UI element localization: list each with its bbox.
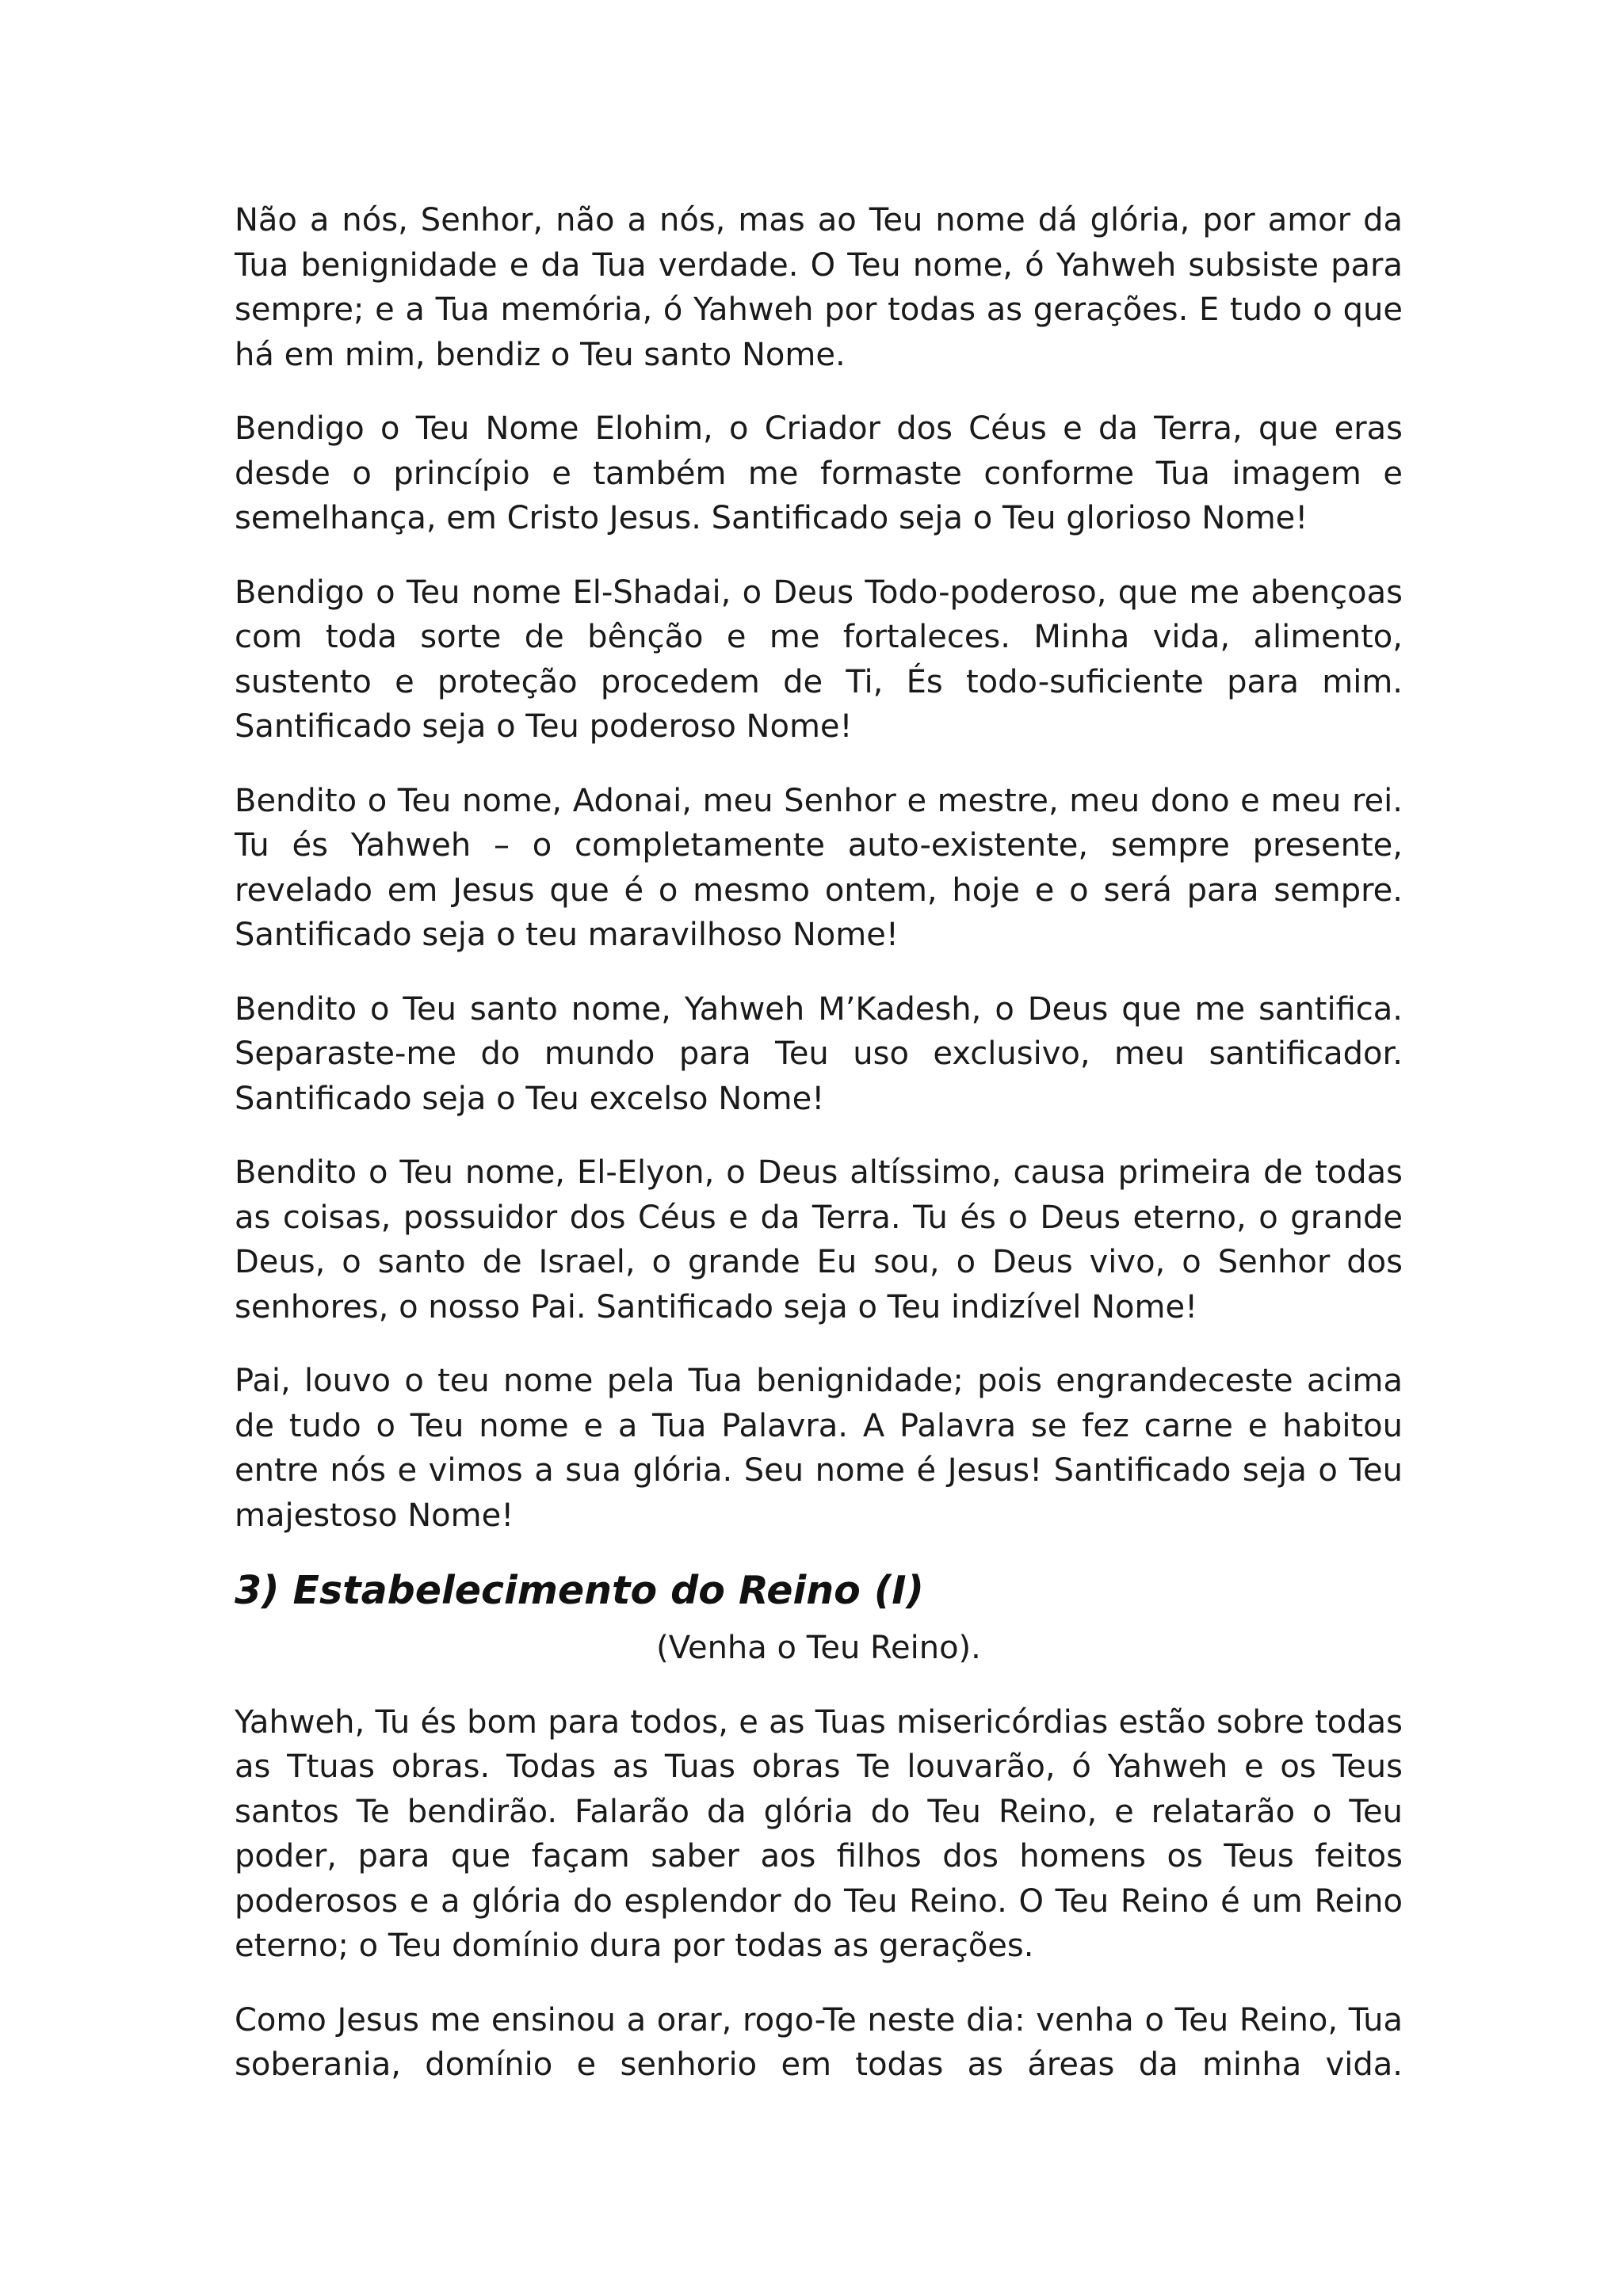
paragraph-mkadesh: Bendito o Teu santo nome, Yahweh M’Kadesh, o Deus que me santifica. Separaste-me do mundo para Teu uso exclusivo, meu santificador. Santificado seja o Teu excelso Nome! xyxy=(235,990,1403,1117)
paragraph-pai-louvo: Pai, louvo o teu nome pela Tua benignidade; pois engrandeceste acima de tudo o Teu nome e a Tua Palavra. A Palavra se fez carne e habitou entre nós e vimos a sua glória. Seu nome é Jesus! Santificado seja o Teu majestoso Nome! xyxy=(235,1363,1403,1534)
document-page xyxy=(235,198,1403,2117)
paragraph-yahweh-bom: Yahweh, Tu és bom para todos, e as Tuas misericórdias estão sobre todas as Ttuas obras. Todas as Tuas obras Te louvarão, ó Yahweh e os Teus santos Te bendirão. Falarão da glória do Teu Reino, e relatarão o Teu poder, para que façam saber aos filhos dos homens os Teus feitos poderosos e a glória do esplendor do Teu Reino. O Teu Reino é um Reino eterno; o Teu domínio dura por todas as gerações. xyxy=(235,1703,1403,1964)
section-heading: 3) Estabelecimento do Reino (I) xyxy=(235,1568,924,1613)
paragraph-adonai: Bendito o Teu nome, Adonai, meu Senhor e mestre, meu dono e meu rei. Tu és Yahweh – o completamente auto-existente, sempre presente, revelado em Jesus que é o mesmo ontem, hoje e o será para sempre. Santificado seja o teu maravilhoso Nome! xyxy=(235,782,1403,953)
paragraph-el-shadai: Bendigo o Teu nome El-Shadai, o Deus Todo-poderoso, que me abençoas com toda sorte de bênção e me fortaleces. Minha vida, alimento, sustento e proteção procedem de Ti, És todo-suficiente para mim. Santificado seja o Teu poderoso Nome! xyxy=(235,574,1403,745)
paragraph-elohim: Bendigo o Teu Nome Elohim, o Criador dos Céus e da Terra, que eras desde o princípio e também me formaste conforme Tua imagem e semelhança, em Cristo Jesus. Santificado seja o Teu glorioso Nome! xyxy=(235,410,1403,536)
paragraph-nao-a-nos: Não a nós, Senhor, não a nós, mas ao Teu nome dá glória, por amor da Tua benignidade e da Tua verdade. O Teu nome, ó Yahweh subsiste para sempre; e a Tua memória, ó Yahweh por todas as gerações. E tudo o que há em mim, bendiz o Teu santo Nome. xyxy=(235,202,1403,373)
paragraph-el-elyon: Bendito o Teu nome, El-Elyon, o Deus altíssimo, causa primeira de todas as coisas, possuidor dos Céus e da Terra. Tu és o Deus eterno, o grande Deus, o santo de Israel, o grande Eu sou, o Deus vivo, o Senhor dos senhores, o nosso Pai. Santificado seja o Teu indizível Nome! xyxy=(235,1154,1403,1325)
paragraph-como-jesus: Como Jesus me ensinou a orar, rogo-Te neste dia: venha o Teu Reino, Tua soberania, domínio e senhorio em todas as áreas da minha vida. xyxy=(235,2001,1403,2083)
section-subtitle: (Venha o Teu Reino). xyxy=(656,1630,981,1666)
